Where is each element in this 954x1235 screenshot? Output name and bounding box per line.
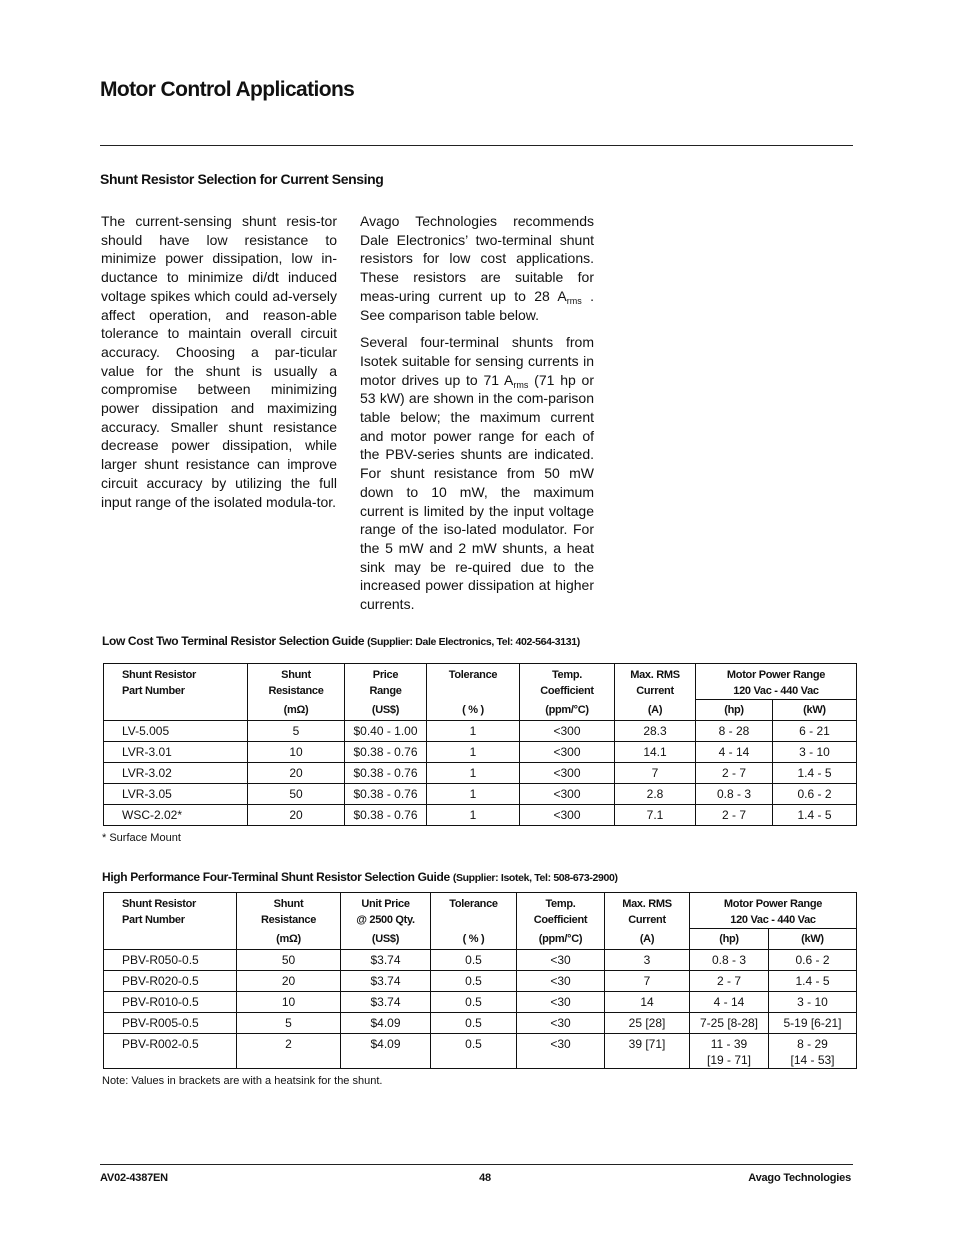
section-title: Shunt Resistor Selection for Current Sensing [100, 171, 384, 187]
t2-cell-kw: 1.4 - 5 [769, 971, 857, 992]
t1-cell-price: $0.38 - 0.76 [345, 742, 427, 763]
t1-unit-rms: (A) [615, 700, 696, 721]
t2-header-shunt [237, 893, 341, 929]
right-p1-text-b: . See comparison table below. [360, 287, 595, 323]
t2-cell-hp: 0.8 - 3 [690, 950, 769, 971]
right-p2-text-a: Several four-terminal shunts from Isotek suitable for sensing currents in motor drives up to 71 A [360, 334, 594, 388]
t2-cell-part: PBV-R010-0.5 [104, 992, 237, 1013]
t1-unit-hp: (hp) [696, 700, 773, 721]
t1-h-shunt-1: Shunt [281, 669, 311, 681]
t2-unit-hp: (hp) [690, 929, 769, 950]
t2-cell-rms: 7 [605, 971, 690, 992]
t2-header-rms [605, 893, 690, 929]
t1-cell-price: $0.38 - 0.76 [345, 784, 427, 805]
table2-caption-title: High Performance Four-Terminal Shunt Resistor Selection Guide [102, 870, 450, 884]
t1-cell-part: LVR-3.01 [104, 742, 248, 763]
t1-cell-hp: 0.8 - 3 [696, 784, 773, 805]
t2-last-price: $4.09 [341, 1034, 431, 1069]
left-paragraph: The current-sensing shunt resis-tor should have low resistance to minimize power dissipation, low in-ductance to minimize di/dt induced voltage spikes which could ad-versely affect operation, and reason-able tolerance to maintain overall circuit accuracy. Choosing a par-ticular value for the shunt is usually a compromise between minimizing power dissipation and maximizing accuracy. Smaller shunt resistance decrease power dissipation, while larger shunt resistance can improve circuit accuracy by utilizing the full input range of the isolated modula-tor. [101, 213, 337, 510]
right-paragraph-1 [360, 212, 594, 324]
t2-h-power-2: 120 Vac - 440 Vac [730, 914, 816, 926]
table-row [104, 992, 857, 1013]
t2-h-part-1: Shunt Resistor [122, 898, 197, 910]
t1-cell-tolerance: 1 [427, 742, 520, 763]
t1-cell-tolerance: 1 [427, 763, 520, 784]
t1-h-price-2: Range [369, 685, 402, 697]
t2-cell-temp: <30 [517, 992, 605, 1013]
table2-footnote: Note: Values in brackets are with a heatsink for the shunt. [102, 1075, 383, 1087]
t1-cell-temp: <300 [520, 805, 615, 826]
t1-cell-tolerance: 1 [427, 721, 520, 742]
footer-doc-id: AV02-4387EN [100, 1172, 168, 1184]
t1-h-power-1: Motor Power Range [726, 669, 826, 681]
t2-cell-price: $3.74 [341, 950, 431, 971]
t2-cell-kw: 3 - 10 [769, 992, 857, 1013]
t1-h-shunt-2: Resistance [268, 685, 324, 697]
t1-cell-temp: <300 [520, 784, 615, 805]
t1-h-rms-2: Current [636, 685, 674, 697]
table-row [104, 784, 857, 805]
t2-h-shunt-2: Resistance [260, 914, 317, 926]
t2-last-kw-2: [14 - 53] [790, 1053, 835, 1067]
t1-h-part-2: Part Number [122, 685, 185, 697]
t2-last-hp-2: [19 - 71] [706, 1053, 752, 1067]
t1-cell-part: LV-5.005 [104, 721, 248, 742]
page-title: Motor Control Applications [100, 78, 355, 101]
t1-unit-temp: (ppm/°C) [520, 700, 615, 721]
t1-cell-rms: 7 [615, 763, 696, 784]
t1-unit-tolerance: ( % ) [427, 700, 520, 721]
t2-cell-price: $3.74 [341, 992, 431, 1013]
t2-cell-rms: 14 [605, 992, 690, 1013]
t1-cell-shunt: 50 [248, 784, 345, 805]
t2-last-kw [769, 1034, 857, 1069]
right-column [360, 212, 594, 623]
footer-company: Avago Technologies [748, 1172, 851, 1184]
t2-h-temp-1: Temp. [545, 898, 576, 910]
table1-caption-title: Low Cost Two Terminal Resistor Selection Guide [102, 634, 365, 648]
t1-h-temp-2: Coefficient [540, 685, 594, 697]
t1-cell-rms: 7.1 [615, 805, 696, 826]
table1-caption [102, 634, 580, 648]
t1-cell-hp: 2 - 7 [696, 805, 773, 826]
t2-cell-tolerance: 0.5 [431, 950, 517, 971]
t1-cell-rms: 28.3 [615, 721, 696, 742]
t1-unit-part [104, 700, 248, 721]
t2-last-temp: <30 [517, 1034, 605, 1069]
t2-cell-price: $4.09 [341, 1013, 431, 1034]
t2-cell-tolerance: 0.5 [431, 971, 517, 992]
t1-cell-price: $0.38 - 0.76 [345, 805, 427, 826]
table1 [103, 663, 857, 826]
t1-h-part-1: Shunt Resistor [122, 669, 197, 681]
t2-cell-rms: 25 [28] [605, 1013, 690, 1034]
t2-header-part [104, 893, 237, 929]
t2-last-hp-1: 11 - 39 [710, 1037, 748, 1051]
t1-cell-part: WSC-2.02* [104, 805, 248, 826]
right-p2-text-b: (71 hp or 53 kW) are shown in the com-parison table below; the maximum current and motor power range for each of the PBV-series shunts are indicated. For shunt resistance from 50 mW down to 10 mW, the maximum current is limited by the input voltage range of the iso-lated modulator. For the 5 mW and 2 mW shunts, a heat sink may be re-quired due to the increased power dissipation at higher currents. [360, 371, 594, 613]
t1-cell-temp: <300 [520, 721, 615, 742]
t2-unit-shunt: (mΩ) [237, 929, 341, 950]
t2-last-tol: 0.5 [431, 1034, 517, 1069]
t2-unit-part [104, 929, 237, 950]
t2-last-shunt: 2 [237, 1034, 341, 1069]
right-p2-subscript: rms [513, 379, 529, 390]
t1-cell-hp: 4 - 14 [696, 742, 773, 763]
t1-cell-kw: 6 - 21 [773, 721, 857, 742]
t2-cell-hp: 4 - 14 [690, 992, 769, 1013]
t2-cell-tolerance: 0.5 [431, 992, 517, 1013]
table1-footnote: * Surface Mount [102, 832, 181, 844]
table-row [104, 1034, 857, 1069]
t2-last-part: PBV-R002-0.5 [104, 1034, 237, 1069]
t2-h-part-2: Part Number [122, 914, 185, 926]
left-column [101, 212, 337, 520]
t2-last-rms: 39 [71] [605, 1034, 690, 1069]
t1-cell-part: LVR-3.02 [104, 763, 248, 784]
right-p1-subscript: rms [566, 295, 582, 306]
t1-header-shunt [248, 664, 345, 700]
t2-cell-kw: 0.6 - 2 [769, 950, 857, 971]
t1-cell-shunt: 10 [248, 742, 345, 763]
t2-h-temp-2: Coefficient [533, 914, 588, 926]
t2-last-hp [690, 1034, 769, 1069]
t2-h-shunt-1: Shunt [273, 898, 304, 910]
t2-cell-part: PBV-R020-0.5 [104, 971, 237, 992]
t1-unit-kw: (kW) [773, 700, 857, 721]
t1-cell-temp: <300 [520, 763, 615, 784]
t1-header-temp [520, 664, 615, 700]
footer-page-number: 48 [479, 1172, 491, 1184]
t2-cell-part: PBV-R005-0.5 [104, 1013, 237, 1034]
t2-unit-price: (US$) [341, 929, 431, 950]
t2-cell-shunt: 5 [237, 1013, 341, 1034]
t1-cell-tolerance: 1 [427, 784, 520, 805]
t2-h-rms-1: Max. RMS [622, 898, 672, 910]
table-row [104, 763, 857, 784]
table-row [104, 950, 857, 971]
table-row [104, 1013, 857, 1034]
t2-h-rms-2: Current [628, 914, 666, 926]
t1-h-temp-1: Temp. [551, 669, 583, 681]
t1-cell-hp: 8 - 28 [696, 721, 773, 742]
t1-cell-price: $0.38 - 0.76 [345, 763, 427, 784]
t2-cell-temp: <30 [517, 971, 605, 992]
t1-header-price [345, 664, 427, 700]
right-p1-text-a: Avago Technologies recommends Dale Electronics’ two-terminal shunt resistors for low cost applications. These resistors are suitable for meas-uring current up to 28 A [360, 213, 594, 304]
t1-h-rms-1: Max. RMS [630, 669, 680, 681]
t2-cell-rms: 3 [605, 950, 690, 971]
table2-caption [102, 870, 618, 884]
t2-cell-shunt: 20 [237, 971, 341, 992]
t1-cell-price: $0.40 - 1.00 [345, 721, 427, 742]
t1-header-power [696, 664, 857, 700]
t2-cell-temp: <30 [517, 1013, 605, 1034]
t1-cell-shunt: 5 [248, 721, 345, 742]
t1-unit-price: (US$) [345, 700, 427, 721]
t1-cell-kw: 1.4 - 5 [773, 763, 857, 784]
t1-cell-rms: 14.1 [615, 742, 696, 763]
t1-cell-kw: 0.6 - 2 [773, 784, 857, 805]
t2-last-kw-1: 8 - 29 [797, 1037, 828, 1051]
table-row [104, 805, 857, 826]
t2-h-price-2: @ 2500 Qty. [356, 914, 415, 926]
t2-cell-shunt: 50 [237, 950, 341, 971]
t2-cell-price: $3.74 [341, 971, 431, 992]
t2-cell-temp: <30 [517, 950, 605, 971]
t2-cell-shunt: 10 [237, 992, 341, 1013]
t2-unit-tolerance: ( % ) [431, 929, 517, 950]
t2-header-power [690, 893, 857, 929]
t1-header-tolerance: Tolerance [427, 664, 520, 700]
t1-cell-part: LVR-3.05 [104, 784, 248, 805]
t2-h-price-1: Unit Price [361, 898, 410, 910]
t1-cell-tolerance: 1 [427, 805, 520, 826]
t1-h-power-2: 120 Vac - 440 Vac [733, 685, 819, 697]
t1-cell-kw: 1.4 - 5 [773, 805, 857, 826]
t2-cell-hp: 2 - 7 [690, 971, 769, 992]
t1-header-part [104, 664, 248, 700]
table2 [103, 892, 857, 1069]
t2-header-temp [517, 893, 605, 929]
table-row [104, 742, 857, 763]
t1-unit-shunt: (mΩ) [248, 700, 345, 721]
table-row [104, 971, 857, 992]
t2-unit-temp: (ppm/°C) [517, 929, 605, 950]
t1-cell-rms: 2.8 [615, 784, 696, 805]
t2-cell-tolerance: 0.5 [431, 1013, 517, 1034]
t1-h-price-1: Price [372, 669, 399, 681]
t2-cell-part: PBV-R050-0.5 [104, 950, 237, 971]
t2-cell-hp: 7-25 [8-28] [690, 1013, 769, 1034]
t1-cell-kw: 3 - 10 [773, 742, 857, 763]
title-divider [100, 145, 853, 146]
table-row [104, 721, 857, 742]
table2-supplier: (Supplier: Isotek, Tel: 508-673-2900) [452, 872, 618, 884]
t2-h-power-1: Motor Power Range [723, 898, 823, 910]
t1-cell-shunt: 20 [248, 763, 345, 784]
table1-supplier: (Supplier: Dale Electronics, Tel: 402-564-3131) [367, 636, 580, 648]
t2-unit-kw: (kW) [769, 929, 857, 950]
t1-cell-temp: <300 [520, 742, 615, 763]
right-paragraph-2 [360, 333, 594, 614]
t1-cell-hp: 2 - 7 [696, 763, 773, 784]
t1-header-rms [615, 664, 696, 700]
t2-header-tolerance: Tolerance [431, 893, 517, 929]
t1-cell-shunt: 20 [248, 805, 345, 826]
t2-header-price [341, 893, 431, 929]
t2-cell-kw: 5-19 [6-21] [769, 1013, 857, 1034]
t2-unit-rms: (A) [605, 929, 690, 950]
footer-divider [100, 1164, 853, 1165]
